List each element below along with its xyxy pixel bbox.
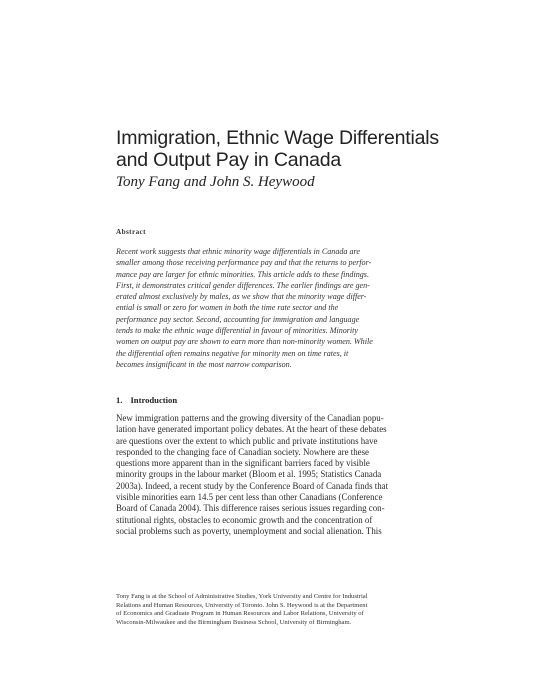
abstract-line: performance pay sector. Second, accounting for immigration and language [116, 314, 360, 324]
abstract-line: mance pay are larger for ethnic minorities. This article adds to these findings. [116, 269, 369, 279]
body-line: New immigration patterns and the growing diversity of the Canadian popu- [116, 413, 384, 423]
abstract-line: tends to make the ethnic wage differential in favour of minorities. Minority [116, 326, 359, 336]
abstract-line: women on output pay are shown to earn more than non-minority women. While [116, 337, 373, 347]
article-title-line: Immigration, Ethnic Wage Differentials [116, 127, 439, 149]
abstract-line: ential is small or zero for women in both the time rate sector and the [116, 303, 339, 313]
footnote-line: Wisconsin-Milwaukee and the Birmingham Business School, University of Birmingham. [116, 618, 352, 626]
abstract-heading: Abstract [116, 228, 146, 236]
body-line: responded to the changing face of Canadian society. Nowhere are these [116, 446, 369, 457]
article-authors: Tony Fang and John S. Heywood [116, 174, 315, 190]
body-line: Board of Canada 2004). This difference raises serious issues regarding con- [116, 503, 385, 514]
body-line: social problems such as poverty, unemployment and social alienation. This [116, 525, 382, 536]
author-affiliation-footnote [116, 593, 450, 627]
abstract-line: First, it demonstrates critical gender differences. The earlier findings are gen- [116, 280, 370, 290]
body-line: minority groups in the labour market (Bloom et al. 1995; Statistics Canada [116, 469, 382, 480]
abstract-body [116, 246, 446, 370]
body-line: stitutional rights, obstacles to economic growth and the concentration of [116, 514, 373, 525]
footnote-line: of Economics and Graduate Program in Human Resources and Labor Relations, University of [116, 610, 364, 618]
body-line: visible minorities earn 14.5 per cent less than other Canadians (Conference [116, 492, 383, 503]
section-title: Introduction [130, 395, 178, 405]
article-title [116, 127, 446, 171]
introduction-body [116, 413, 448, 537]
body-line: lation have generated important policy debates. At the heart of these debates [116, 424, 387, 435]
section-heading-introduction [116, 395, 177, 405]
article-title-line: and Output Pay in Canada [116, 149, 342, 171]
abstract-line: becomes insignificant in the most narrow comparison. [116, 359, 292, 369]
footnote-line: Tony Fang is at the School of Administrative Studies, York University and Centre for Industrial [116, 593, 368, 600]
body-line: 2003a). Indeed, a recent study by the Conference Board of Canada finds that [116, 480, 389, 491]
abstract-line: the differential often remains negative for minority men on time rates, it [116, 348, 349, 358]
abstract-line: erated almost exclusively by males, as we show that the minority wage differ- [116, 292, 367, 302]
abstract-line: smaller among those receiving performance pay and that the returns to perfor- [116, 258, 372, 268]
abstract-line: Recent work suggests that ethnic minority wage differentials in Canada are [116, 247, 360, 256]
footnote-line: Relations and Human Resources, University of Toronto. John S. Heywood is at the Department [116, 601, 368, 609]
body-line: are questions over the extent to which public and private institutions have [116, 435, 378, 446]
body-line: questions more apparent than in the significant barriers faced by visible [116, 458, 370, 469]
section-number: 1. [116, 395, 123, 405]
